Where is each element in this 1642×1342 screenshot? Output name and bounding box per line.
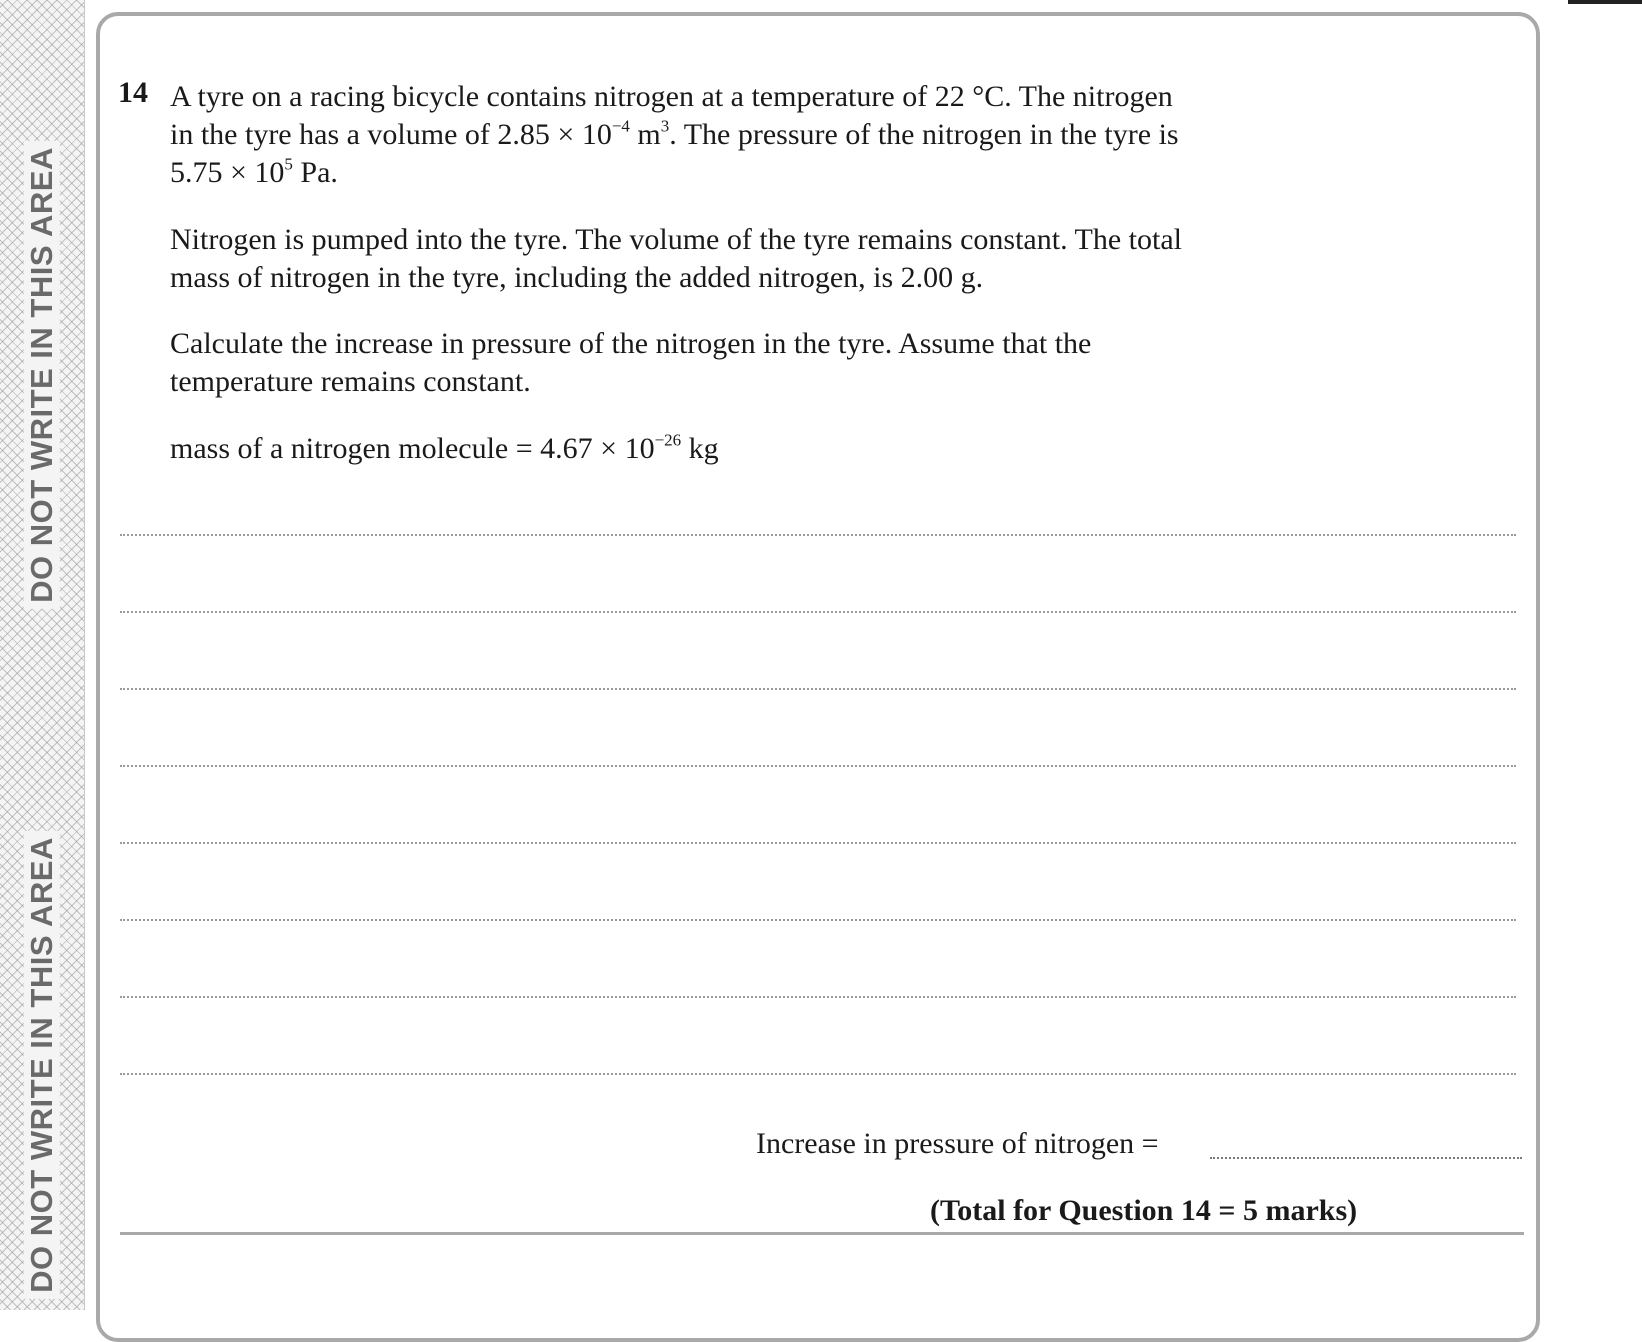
paragraph-3-line-2: temperature remains constant. [170, 365, 531, 398]
final-answer-blank[interactable] [1210, 1157, 1522, 1159]
text-segment: Pa. [292, 156, 338, 189]
exponent: −26 [654, 430, 682, 450]
exponent: −4 [611, 116, 630, 136]
paragraph-1-line-3 [170, 154, 1320, 192]
text-segment: m [629, 118, 661, 151]
given-data [170, 430, 1320, 468]
paragraph-1-line-2 [170, 116, 1320, 154]
exponent: 5 [284, 154, 293, 174]
answer-line[interactable] [120, 1073, 1516, 1075]
paragraph-1-line-1: A tyre on a racing bicycle contains nitrogen at a temperature of 22 °C. The nitrogen [170, 80, 1173, 113]
paragraph-2-line-1: Nitrogen is pumped into the tyre. The volume of the tyre remains constant. The total [170, 223, 1182, 256]
margin-warning-lower [0, 837, 84, 1293]
question-paragraph-2 [170, 221, 1320, 297]
total-marks: (Total for Question 14 = 5 marks) [930, 1194, 1358, 1227]
margin-warning-text: DO NOT WRITE IN THIS AREA [24, 141, 60, 609]
answer-line[interactable] [120, 842, 1516, 844]
answer-line[interactable] [120, 996, 1516, 998]
question-number: 14 [118, 76, 148, 109]
answer-line[interactable] [120, 534, 1516, 536]
answer-line[interactable] [120, 765, 1516, 767]
text-segment: in the tyre has a volume of 2.85 × 10 [170, 118, 612, 151]
answer-line[interactable] [120, 688, 1516, 690]
question-paragraph-3 [170, 325, 1320, 401]
text-segment: mass of a nitrogen molecule = 4.67 × 10 [170, 432, 655, 465]
paragraph-2-line-2: mass of nitrogen in the tyre, including the added nitrogen, is 2.00 g. [170, 261, 984, 294]
margin-warning-upper [0, 147, 84, 603]
question-end-rule [120, 1232, 1524, 1235]
final-answer-label: Increase in pressure of nitrogen = [756, 1127, 1159, 1160]
text-segment: kg [681, 432, 719, 465]
exponent: 3 [660, 116, 670, 136]
paragraph-3-line-1: Calculate the increase in pressure of the nitrogen in the tyre. Assume that the [170, 327, 1092, 360]
text-segment: . The pressure of the nitrogen in the tyre is [669, 118, 1179, 151]
text-segment: 5.75 × 10 [170, 156, 285, 189]
answer-line[interactable] [120, 919, 1516, 921]
top-right-bar [1568, 0, 1642, 4]
question-paragraph-1 [170, 78, 1320, 192]
answer-line[interactable] [120, 611, 1516, 613]
margin-warning-text: DO NOT WRITE IN THIS AREA [24, 831, 60, 1299]
